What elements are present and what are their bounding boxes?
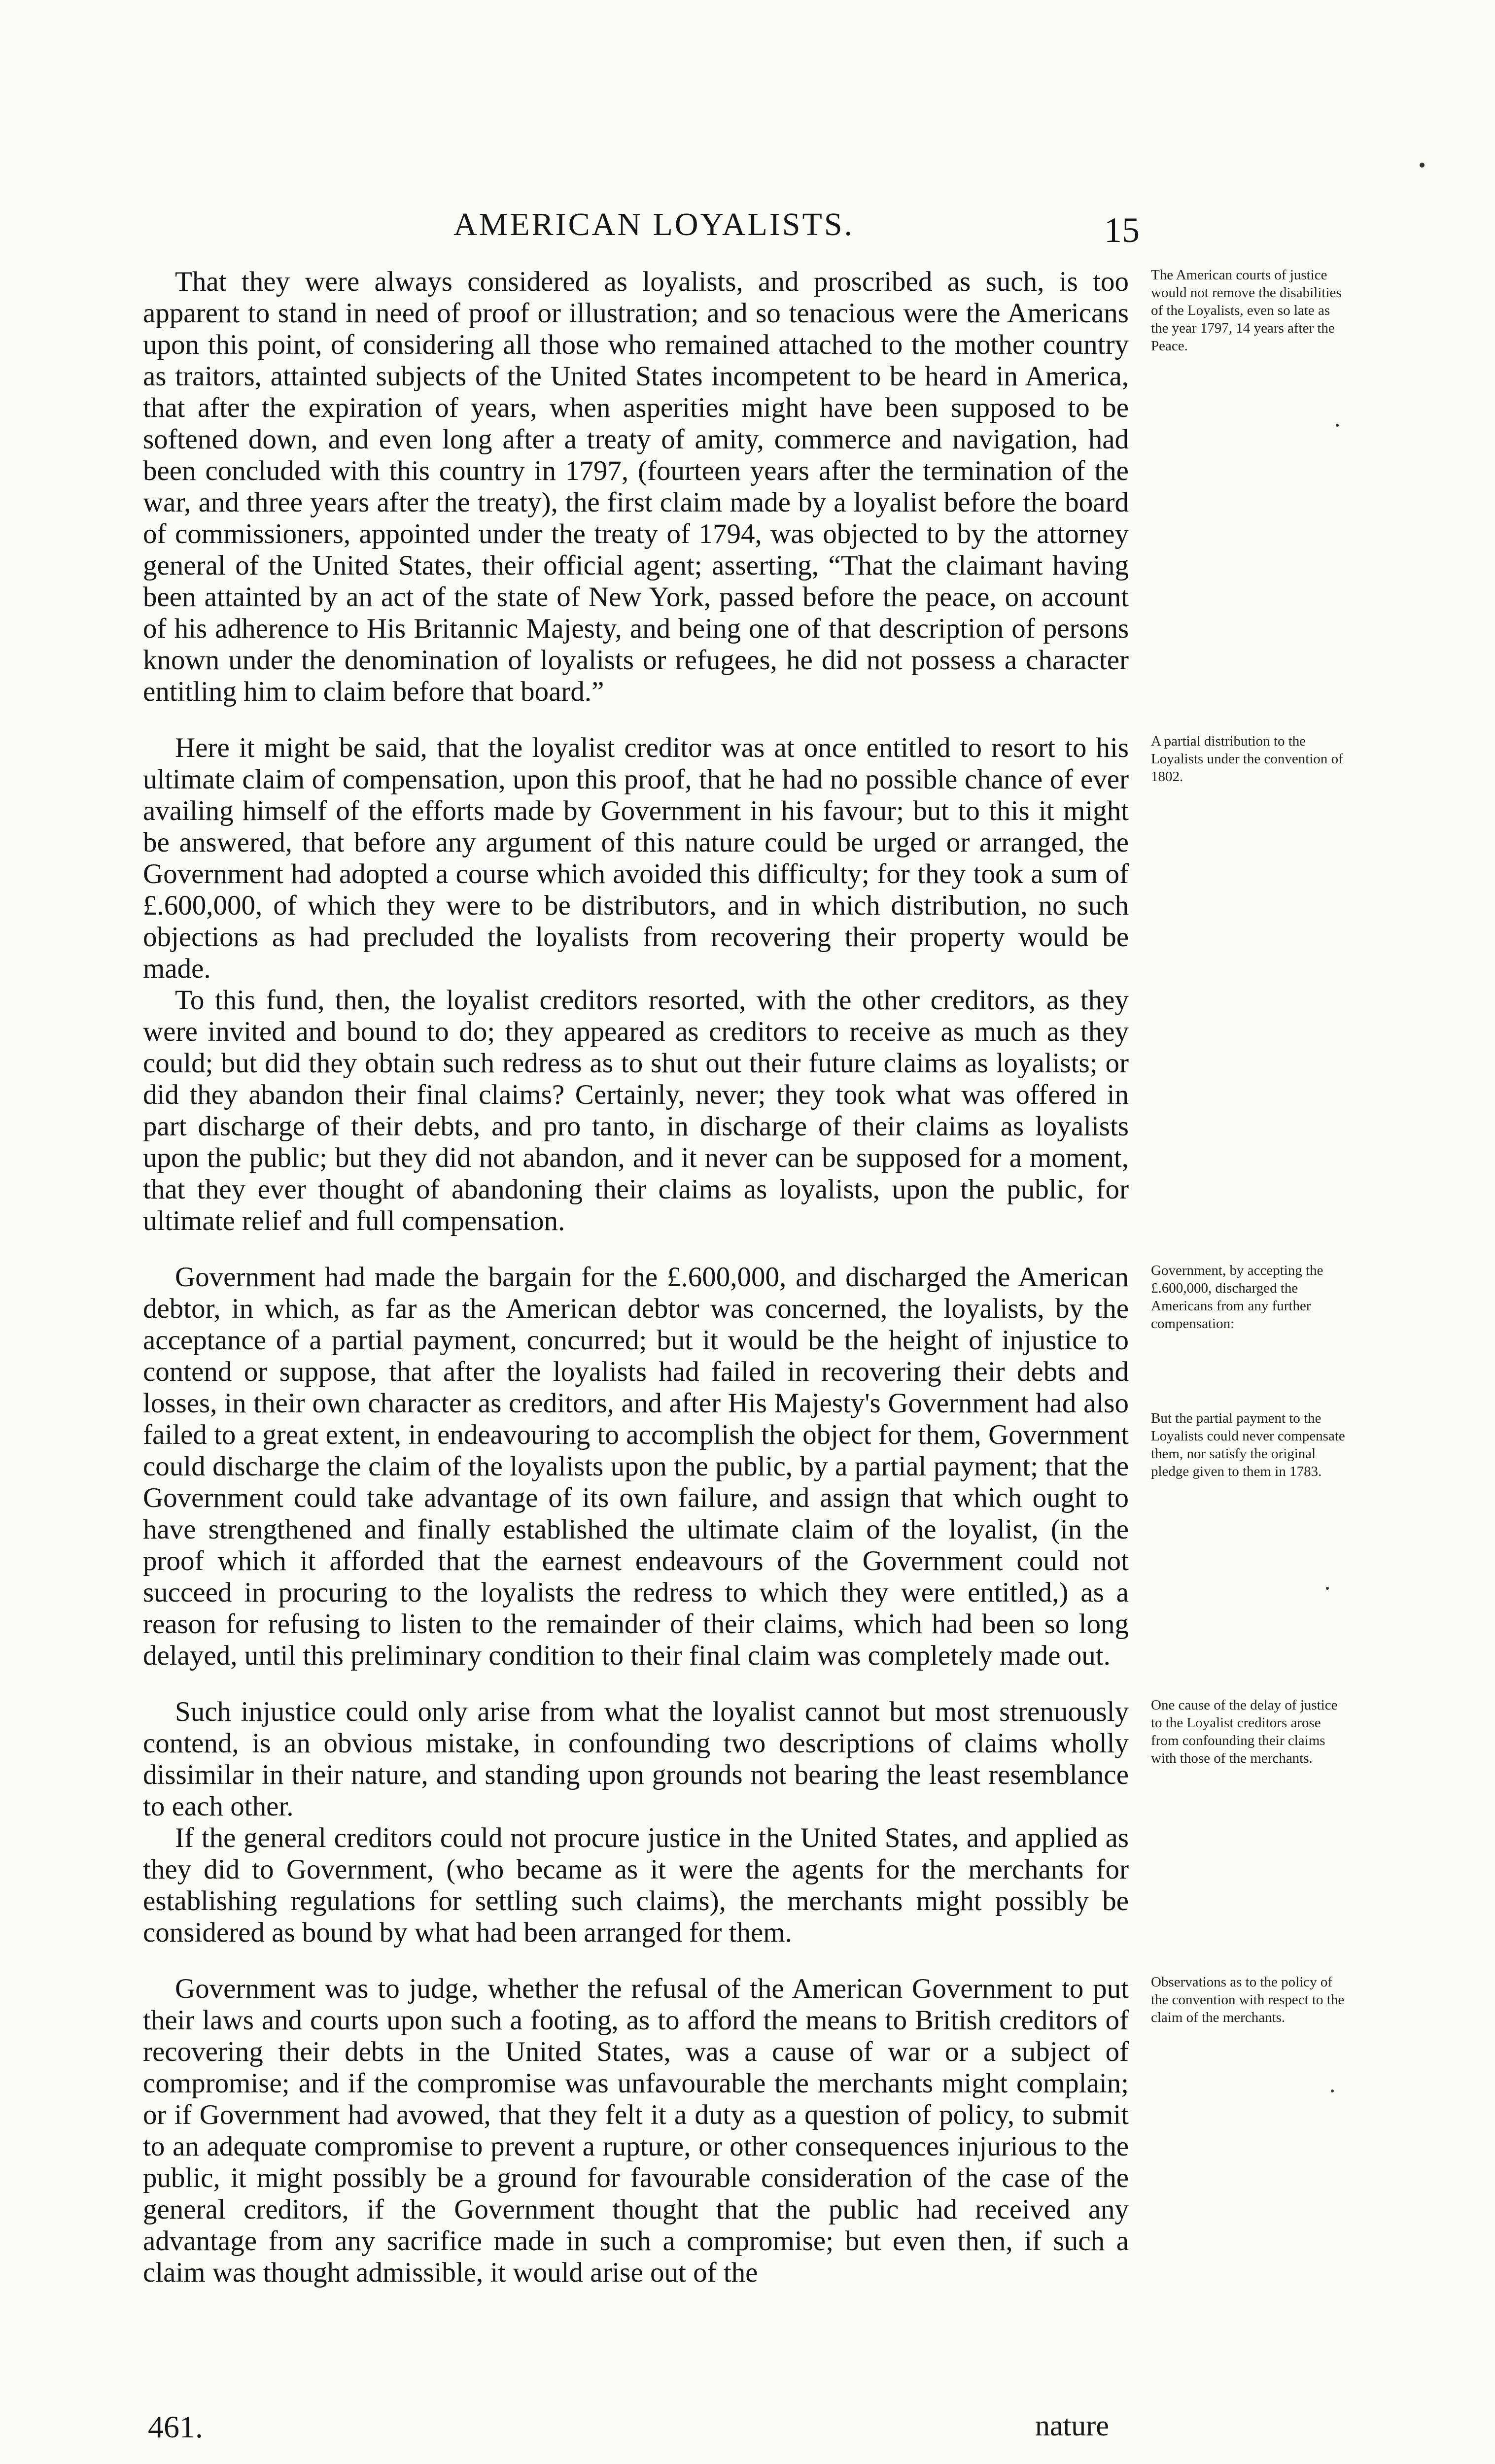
page-number: 15 [1104,210,1140,250]
section-2 [0,732,1495,1237]
paragraph: That they were always considered as loyalists, and proscribed as such, is too apparent to stand in need of proof or illustration; and so tenacious were the Americans upon this point, of considering all those who remained attached to the mother country as traitors, attainted subjects of the United States incompetent to be heard in America, that after the expiration of years, when asperities might have been supposed to be softened down, and even long after a treaty of amity, commerce and navigation, had been concluded with this country in 1797, (fourteen years after the termination of the war, and three years after the treaty), the first claim made by a loyalist before the board of commissioners, appointed under the treaty of 1794, was objected to by the attorney general of the United States, their official agent; asserting, “That the claimant having been attainted by an act of the state of New York, passed before the peace, on account of his adherence to His Britannic Majesty, and being one of that description of persons known under the denomination of loyalists or refugees, he did not possess a character entitling him to claim before that board.” [143,266,1129,707]
section-5 [0,1973,1495,2289]
paragraph: To this fund, then, the loyalist creditors resorted, with the other creditors, as they were invited and bound to do; they appeared as creditors to receive as much as they could; but did they obtain such redress as to shut out their future claims as loyalists; or did they abandon their final claims? Certainly, never; they took what was offered in part discharge of their debts, and pro tanto, in discharge of their claims as loyalists upon the public; but they did not abandon, and it never can be supposed for a moment, that they ever thought of abandoning their claims as loyalists, upon the public, for ultimate relief and full compensation. [143,985,1129,1236]
ink-speck-icon [1420,163,1425,168]
running-title: AMERICAN LOYALISTS. [453,206,855,242]
catchword: nature [1035,2409,1109,2442]
paragraph: Such injustice could only arise from what the loyalist cannot but most strenuously contend, is an obvious mistake, in confounding two descriptions of claims wholly dissimilar in their nature, and standing upon grounds not bearing the least resemblance to each other. [143,1696,1129,1822]
margin-note: Observations as to the policy of the convention with respect to the claim of the merchants. [1151,1974,1345,2025]
page-body [0,266,1495,2313]
section-text [143,1696,1129,1949]
section-text [143,732,1129,1237]
section-3 [0,1262,1495,1672]
ink-speck-icon [1331,2089,1334,2092]
margin-note: Government, by accepting the £.600,000, discharged the Americans from any further compensation: [1151,1263,1323,1332]
paragraph: Government had made the bargain for the £.600,000, and discharged the American debtor, in which, as far as the American debtor was concerned, the loyalists, by the acceptance of a partial payment, concurred; but it would be the height of injustice to contend or suppose, that after the loyalists had failed in recovering their debts and losses, in their own character as creditors, and after His Majesty's Government had also failed to a great extent, in endeavouring to accomplish the object for them, Government could discharge the claim of the loyalists upon the public, by a partial payment; that the Government could take advantage of its own failure, and assign that which ought to have strengthened and finally established the ultimate claim of the loyalist, (in the proof which it afforded that the earnest endeavours of the Government could not succeed in procuring to the loyalists the redress to which they were entitled,) as a reason for refusing to listen to the remainder of their claims, which had been so long delayed, until this preliminary condition to their final claim was completely made out. [143,1262,1129,1671]
section-4 [0,1696,1495,1949]
ink-speck-icon [1336,424,1339,427]
margin-note: One cause of the delay of justice to the Loyalist creditors arose from confounding their claims with those of the merchants. [1151,1697,1338,1766]
signature-mark: 461. [148,2409,203,2444]
section-text [143,1973,1129,2289]
paragraph: If the general creditors could not procure justice in the United States, and applied as they did to Government, (who became as it were the agents for the merchants for establishing regulations for settling such claims), the merchants might possibly be considered as bound by what had been arranged for them. [143,1822,1129,1948]
paragraph: Government was to judge, whether the refusal of the American Government to put their laws and courts upon such a footing, as to afford the means to British creditors of recovering their debts in the United States, was a cause of war or a subject of compromise; and if the compromise was unfavourable the merchants might complain; or if Government had avowed, that they felt it a duty as a question of policy, to submit to an adequate compromise to prevent a rupture, or other consequences injurious to the public, it might possibly be a ground for favourable consideration of the case of the general creditors, if the Government thought that the public had received any advantage from any sacrifice made in such a compromise; but even then, if such a claim was thought admissible, it would arise out of the [143,1973,1129,2288]
section-text [143,1262,1129,1672]
section-1 [0,266,1495,708]
margin-note-secondary: But the partial payment to the Loyalists could never compensate them, nor satisfy the original pledge given to them in 1783. [1151,1410,1345,1479]
section-text [143,266,1129,708]
page-header [0,206,1495,250]
page-footer [0,2409,1495,2448]
margin-note: A partial distribution to the Loyalists under the convention of 1802. [1151,733,1343,785]
margin-note: The American courts of justice would not remove the disabilities of the Loyalists, even so late as the year 1797, 14 years after the Peace. [1151,267,1342,354]
paragraph: Here it might be said, that the loyalist creditor was at once entitled to resort to his ultimate claim of compensation, upon this proof, that he had no possible chance of ever availing himself of the efforts made by Government in his favour; but to this it might be answered, that before any argument of this nature could be urged or arranged, the Government had adopted a course which avoided this difficulty; for they took a sum of £.600,000, of which they were to be distributors, and in which distribution, no such objections as had precluded the loyalists from recovering their property would be made. [143,732,1129,984]
ink-speck-icon [1326,1587,1329,1590]
